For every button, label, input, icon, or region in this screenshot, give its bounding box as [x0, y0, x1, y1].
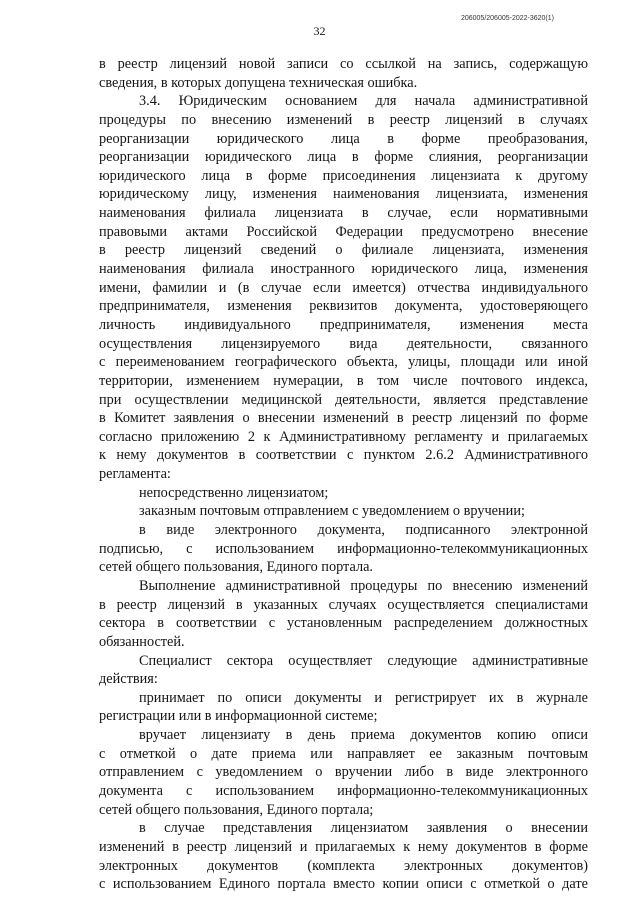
text-line: электронных документов (комплекта электронных документов) — [99, 857, 588, 874]
text-line: при осуществлении медицинской деятельности, является представление — [99, 391, 588, 408]
text-line: вручает лицензиату в день приема документов копию описи — [139, 727, 588, 744]
text-line: в виде электронного документа, подписанного электронной — [139, 522, 588, 539]
text-line: с переименованием географического объекта, улицы, площади или иной — [99, 354, 588, 371]
text-line: принимает по описи документы и регистрирует их в журнале — [139, 689, 588, 706]
text-line: реорганизации юридического лица в форме слияния, реорганизации — [99, 149, 588, 166]
text-line: сетей общего пользования, Единого портала. — [99, 559, 374, 576]
text-line: обязанностей. — [99, 633, 185, 650]
text-line: реорганизации юридического лица в форме преобразования, — [99, 130, 588, 147]
page-number: 32 — [313, 24, 326, 38]
text-line: сетей общего пользования, Единого портала; — [99, 801, 374, 818]
text-line: с использованием Единого портала вместо копии описи с отметкой о дате — [99, 876, 588, 893]
text-line: отправлением с уведомлением о вручении либо в виде электронного — [99, 764, 588, 781]
text-line: Выполнение административной процедуры по внесению изменений — [139, 577, 588, 594]
text-line: документа с использованием информационно-телекоммуникационных — [99, 782, 588, 799]
text-line: непосредственно лицензиатом; — [139, 484, 329, 501]
text-line: юридическому лицу, изменения наименования лицензиата, изменения — [99, 186, 588, 203]
text-line: к нему документов в соответствии с пунктом 2.6.2 Административного — [99, 447, 588, 464]
text-line: подписью, с использованием информационно-телекоммуникационных — [99, 540, 588, 557]
text-line: согласно приложению 2 к Административному регламенту и прилагаемых — [99, 428, 588, 445]
text-line: юридического лица в форме присоединения лицензиата к другому — [99, 167, 588, 184]
text-line: предпринимателя, изменения реквизитов документа, удостоверяющего — [99, 298, 588, 315]
text-line: личность индивидуального предпринимателя, изменения места — [99, 316, 588, 333]
text-line: 3.4. Юридическим основанием для начала административной — [139, 93, 588, 110]
text-line: в случае представления лицензиатом заявления о внесении — [139, 820, 588, 837]
text-line: наименования филиала лицензиата в случае, если нормативными — [99, 205, 588, 222]
text-line: территории, изменением нумерации, в том числе почтового индекса, — [99, 372, 588, 389]
text-line: сектора в соответствии с установленным распределением должностных — [99, 615, 588, 632]
text-line: регистрации или в информационной системе; — [99, 708, 378, 725]
text-line: заказным почтовым отправлением с уведомлением о вручении; — [139, 503, 525, 520]
text-line: сведения, в которых допущена техническая ошибка. — [99, 74, 418, 91]
text-line: регламента: — [99, 466, 171, 483]
text-line: осуществления лицензируемого вида деятельности, связанного — [99, 335, 588, 352]
text-line: в реестр лицензий в указанных случаях осуществляется специалистами — [99, 596, 588, 613]
text-line: наименования филиала иностранного юридического лица, изменения — [99, 261, 588, 278]
text-line: имени, фамилии и (в случае если имеется) отчества индивидуального — [99, 279, 588, 296]
text-line: Специалист сектора осуществляет следующие административные — [139, 652, 588, 669]
text-line: изменений в реестр лицензий и прилагаемых к нему документов в форме — [99, 838, 588, 855]
text-line: правовыми актами Российской Федерации предусмотрено внесение — [99, 223, 588, 240]
document-code: 206005/206005-2022-3620(1) — [460, 15, 554, 22]
text-line: в Комитет заявления о внесении изменений в реестр лицензий по форме — [99, 410, 588, 427]
document-body — [99, 55, 588, 894]
text-line: в реестр лицензий новой записи со ссылкой на запись, содержащую — [99, 56, 588, 72]
text-line: с отметкой о дате приема или направляет ее заказным почтовым — [99, 745, 588, 762]
text-line: действия: — [99, 671, 158, 688]
text-line: процедуры по внесению изменений в реестр лицензий в случаях — [99, 111, 588, 128]
text-line: в реестр лицензий сведений о филиале лицензиата, изменения — [99, 242, 588, 259]
